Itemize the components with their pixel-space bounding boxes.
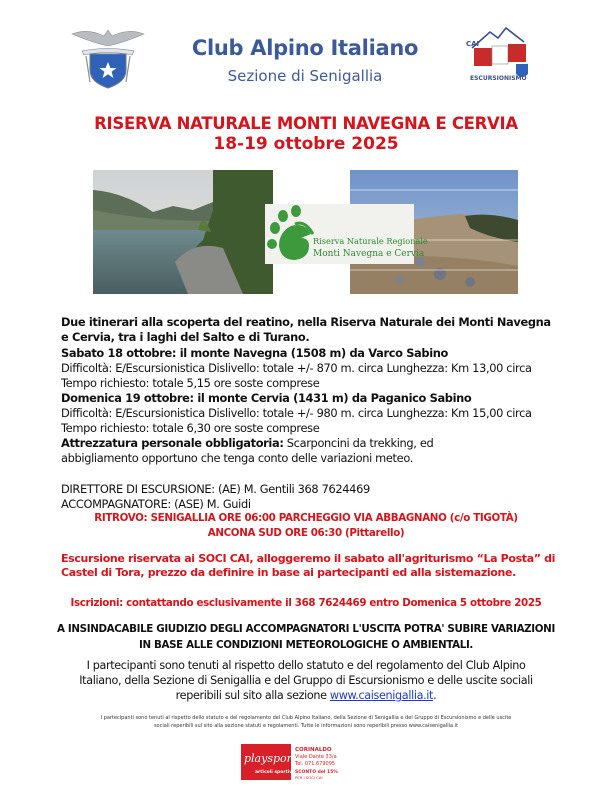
rules-paragraph <box>66 658 546 703</box>
day1-details: Difficoltà: E/Escursionistica Dislivello: totale +/- 870 m. circa Lunghezza: Km 13,00 circa <box>61 361 532 375</box>
fine-print <box>40 714 572 730</box>
director-line: DIRETTORE DI ESCURSIONE: (AE) M. Gentili 368 7624469 <box>61 482 370 496</box>
day2-details: Difficoltà: E/Escursionistica Dislivello: totale +/- 980 m. circa Lunghezza: Km 15,00 circa <box>61 406 532 420</box>
equipment-text: Scarponcini da trekking, ed abbigliamento opportuno che tenga conto delle variazioni meteo. <box>61 436 434 466</box>
registration-text: Iscrizioni: contattando esclusivamente il 368 7624469 entro Domenica 5 ottobre 2025 <box>70 597 542 609</box>
reserve-sign-line2: Monti Navegna e Cervia <box>313 249 425 259</box>
lake-photo <box>93 170 273 294</box>
reservation-text: Escursione riservata ai SOCI CAI, alloggeremo il sabato all'agriturismo “La Posta” di Castel di Tora, prezzo da definire in base ai partecipanti ed alla sistemazione. <box>61 552 556 579</box>
fine-print-line1: I partecipanti sono tenuti al rispetto dello statuto e del regolamento del Club Alpino Italiano, della Sezione di Senigallia e del Gruppo di Escursionismo e delle uscite <box>100 715 512 721</box>
equipment-paragraph <box>61 436 501 467</box>
warning-line1: A INSINDACABILE GIUDIZIO DEGLI ACCOMPAGNATORI L'USCITA POTRA' SUBIRE VARIAZIONI <box>57 623 555 635</box>
sponsor-phone: Tel. 071.679095 <box>295 761 336 767</box>
sponsor-discount-note: PER I SOCI CAI <box>295 775 323 780</box>
day1-time: Tempo richiesto: totale 5,15 ore soste comprese <box>61 376 320 390</box>
intro-text: Due itinerari alla scoperta del reatino, nella Riserva Naturale dei Monti Navegna e Cervia, tra i laghi del Salto e di Turano. <box>61 315 551 345</box>
day1-heading: Sabato 18 ottobre: il monte Navegna (1508 m) da Varco Sabino <box>61 346 448 360</box>
sponsor-address: Viale Dante 33/a <box>295 754 337 760</box>
website-link[interactable]: www.caisenigallia.it <box>329 689 434 702</box>
warning-line2: IN BASE ALLE CONDIZIONI METEOROLOGICHE O AMBIENTALI. <box>139 639 473 651</box>
logo-escursionismo-text: ESCURSIONISMO <box>470 75 527 82</box>
sponsor-brand: playsport <box>244 752 297 765</box>
day2-heading: Domenica 19 ottobre: il monte Cervia (1431 m) da Paganico Sabino <box>61 391 472 405</box>
day2-time: Tempo richiesto: totale 6,30 ore soste comprese <box>61 421 320 435</box>
sponsor-brand-sub: articoli sportivi <box>255 770 294 775</box>
logo-cai-text: CAI <box>466 40 480 48</box>
reserve-sign-line1: Riserva Naturale Regionale <box>313 236 428 246</box>
rules-text: I partecipanti sono tenuti al rispetto dello statuto e del regolamento del Club Alpino Italiano, della Sezione di Senigallia e del Gruppo di Escursionismo e delle uscite sociali reperibili sul sito alla sezione <box>79 659 533 702</box>
sponsor-discount: SCONTO del 15% <box>295 770 338 775</box>
companion-line: ACCOMPAGNATORE: (ASE) M. Guidi <box>61 497 251 511</box>
equipment-label: Attrezzatura personale obbligatoria: <box>61 436 284 450</box>
reserve-logo-sign <box>265 204 428 264</box>
club-title: Club Alpino Italiano <box>191 36 419 60</box>
meeting-line2: ANCONA SUD ORE 06:30 (Pittarello) <box>207 527 405 539</box>
rules-end: . <box>433 689 437 702</box>
cai-eagle-shield-logo <box>68 24 148 90</box>
event-dates: 18-19 ottobre 2025 <box>213 134 399 154</box>
cai-escursionismo-logo <box>462 24 538 90</box>
event-title: RISERVA NATURALE MONTI NAVEGNA E CERVIA <box>94 114 518 133</box>
sponsor-city: CORINALDO <box>295 747 332 753</box>
club-subtitle: Sezione di Senigallia <box>227 67 383 85</box>
fine-print-line2: sociali reperibili sul sito alla sezione statuti e regolamenti. Tutte le informazioni sono reperibili presso www.caisenigallia.it <box>153 723 459 729</box>
sponsor-banner <box>241 742 371 782</box>
meeting-line1: RITROVO: SENIGALLIA ORE 06:00 PARCHEGGIO VIA ABBAGNANO (c/o TIGOTÀ) <box>94 512 518 524</box>
